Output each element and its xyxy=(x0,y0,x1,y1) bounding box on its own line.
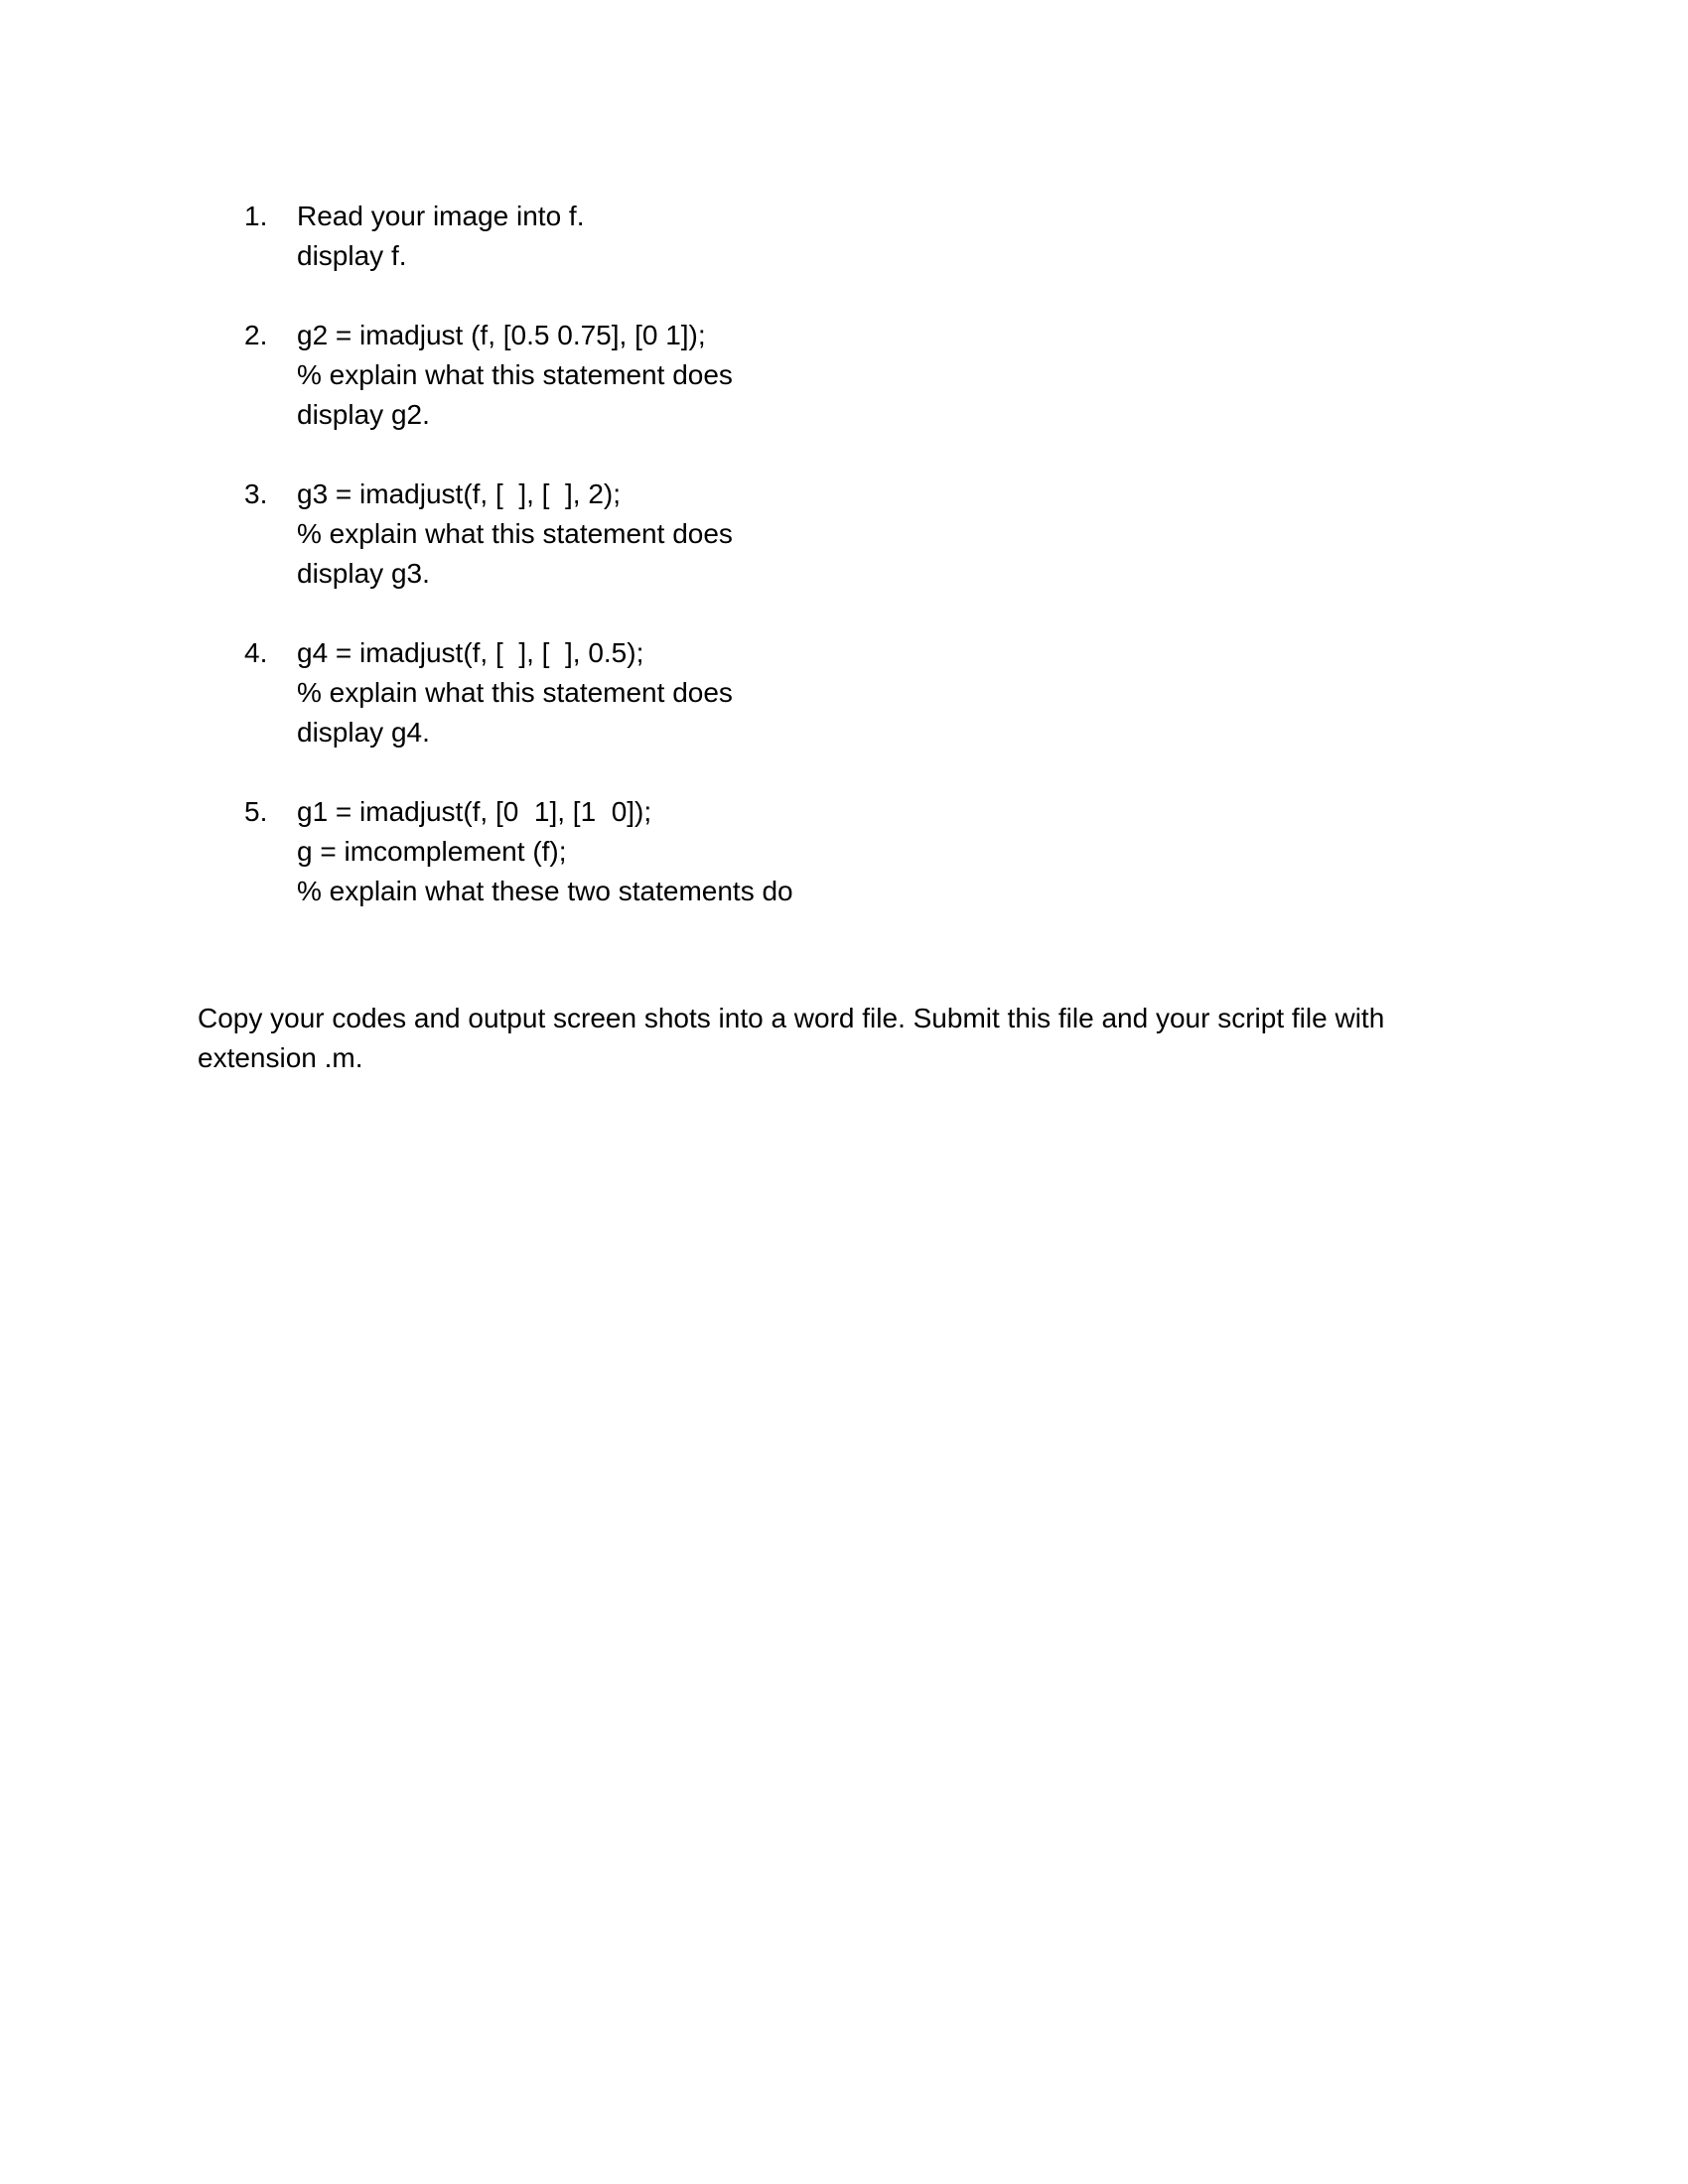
exercise-list xyxy=(244,197,1336,951)
item-number: 4. xyxy=(244,637,268,668)
exercise-line: g4 = imadjust(f, [ ], [ ], 0.5); xyxy=(297,637,644,668)
exercise-line: % explain what this statement does xyxy=(297,359,733,390)
exercise-item-3 xyxy=(244,475,1336,594)
submission-instructions: Copy your codes and output screen shots into a word file. Submit this file and your script file with extension .m. xyxy=(198,1003,1385,1073)
item-number: 1. xyxy=(244,201,268,231)
item-number: 5. xyxy=(244,796,268,827)
exercise-line: % explain what this statement does xyxy=(297,677,733,708)
exercise-line: g = imcomplement (f); xyxy=(297,836,567,867)
exercise-item-4 xyxy=(244,633,1336,752)
exercise-line: g1 = imadjust(f, [0 1], [1 0]); xyxy=(297,796,652,827)
exercise-line: % explain what these two statements do xyxy=(297,876,793,906)
exercise-line: display f. xyxy=(297,240,407,271)
exercise-line: Read your image into f. xyxy=(297,201,585,231)
exercise-line: % explain what this statement does xyxy=(297,518,733,549)
exercise-item-2 xyxy=(244,316,1336,435)
item-number: 3. xyxy=(244,478,268,509)
exercise-line: g3 = imadjust(f, [ ], [ ], 2); xyxy=(297,478,622,509)
item-number: 2. xyxy=(244,320,268,350)
exercise-line: display g2. xyxy=(297,399,430,430)
exercise-line: g2 = imadjust (f, [0.5 0.75], [0 1]); xyxy=(297,320,706,350)
exercise-item-5 xyxy=(244,792,1336,911)
exercise-line: display g3. xyxy=(297,558,430,589)
exercise-item-1 xyxy=(244,197,1336,276)
exercise-line: display g4. xyxy=(297,717,430,748)
